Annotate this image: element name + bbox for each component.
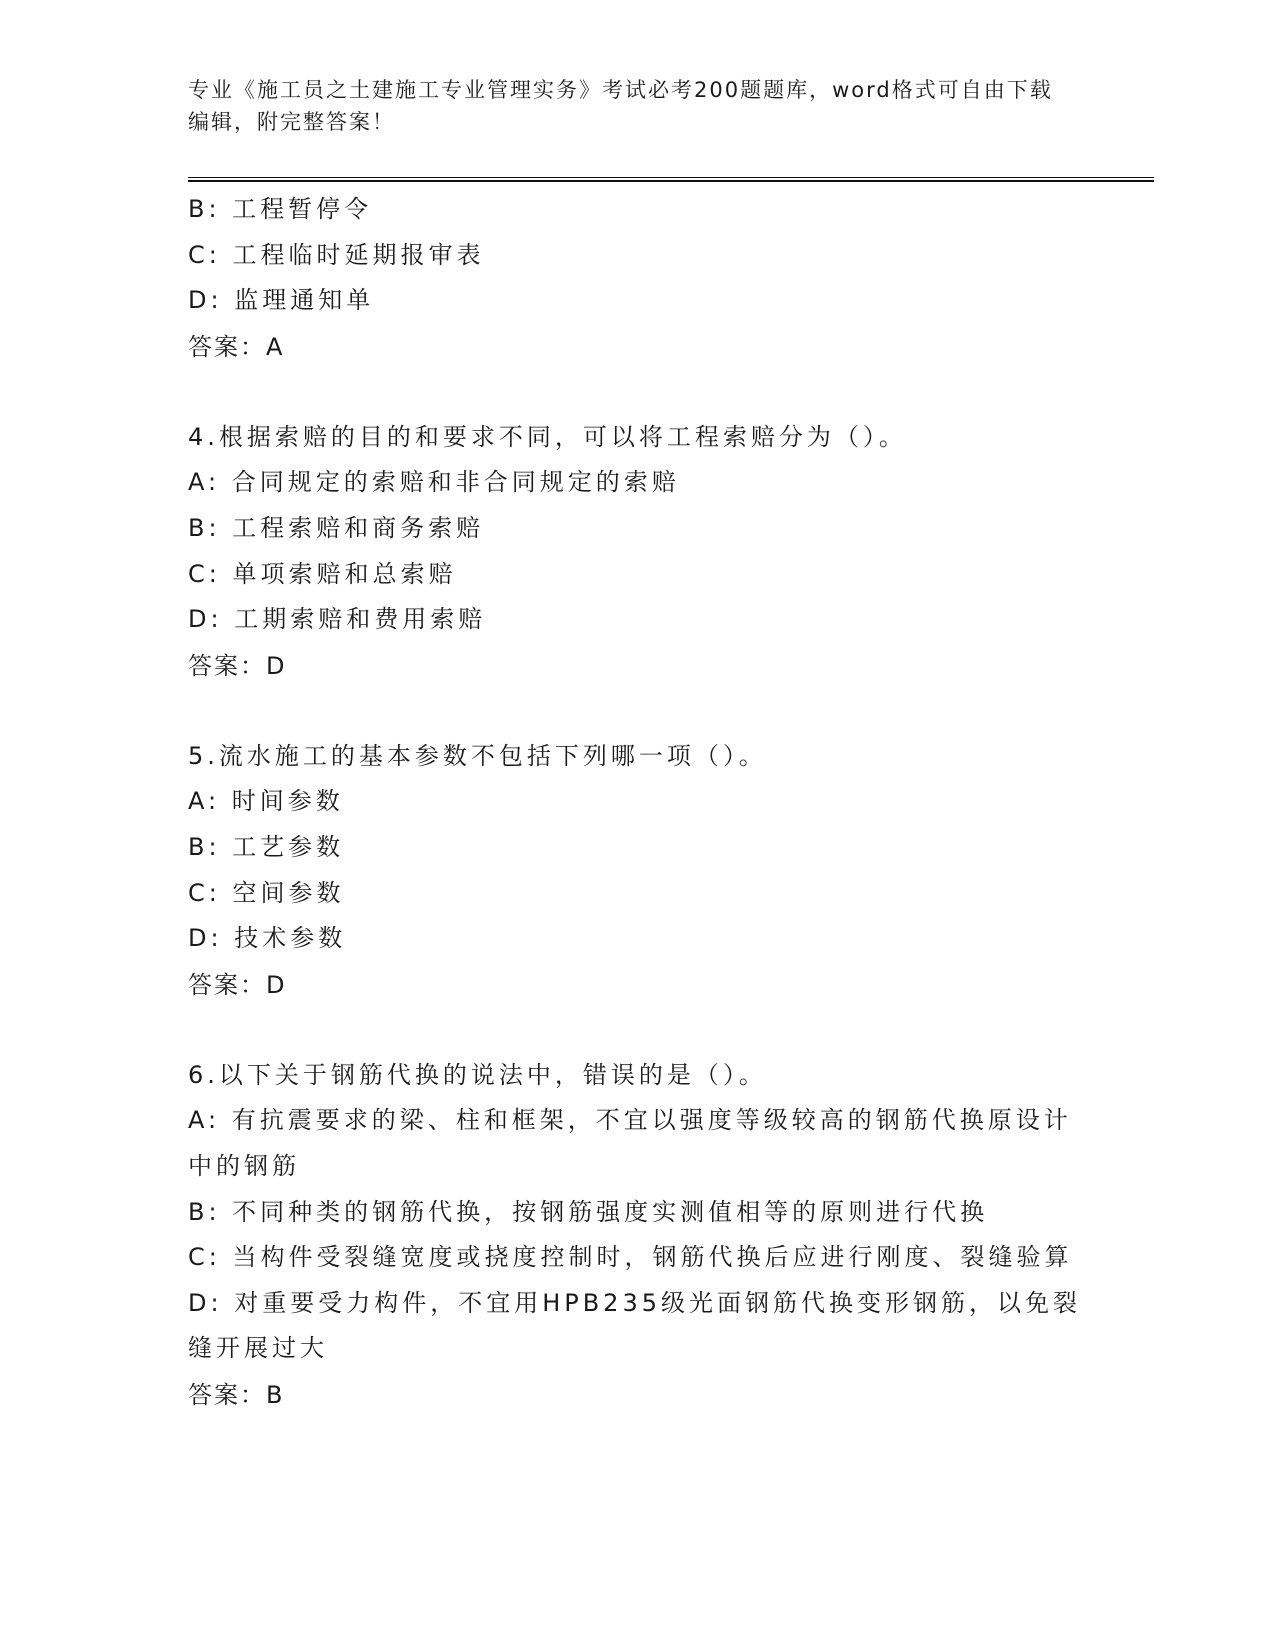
option-d: D: 监理通知单 xyxy=(188,286,375,315)
answer-line: 答案：D xyxy=(188,651,287,680)
question-block-6 xyxy=(188,1053,1088,1418)
option-c: C: 工程临时延期报审表 xyxy=(188,240,485,269)
document-header: 专业《施工员之土建施工专业管理实务》考试必考200题题库，word格式可自由下载编辑，附完整答案！ xyxy=(188,78,1053,134)
option-c: C: 当构件受裂缝宽度或挠度控制时，钢筋代换后应进行刚度、裂缝验算 xyxy=(188,1243,1073,1272)
option-c: C: 空间参数 xyxy=(188,878,345,907)
header-divider xyxy=(188,177,1154,182)
question-block-4 xyxy=(188,415,1088,689)
question-stem: 4.根据索赔的目的和要求不同，可以将工程索赔分为（）。 xyxy=(188,422,907,451)
option-b: B: 不同种类的钢筋代换，按钢筋强度实测值相等的原则进行代换 xyxy=(188,1197,989,1226)
option-b: B: 工艺参数 xyxy=(188,832,345,861)
option-a: A: 有抗震要求的梁、柱和框架，不宜以强度等级较高的钢筋代换原设计中的钢筋 xyxy=(188,1106,1072,1180)
question-stem: 5.流水施工的基本参数不包括下列哪一项（）。 xyxy=(188,741,767,770)
option-d: D: 工期索赔和费用索赔 xyxy=(188,605,487,634)
question-list xyxy=(188,187,1088,1418)
question-block-3 xyxy=(188,187,1088,370)
option-a: A: 时间参数 xyxy=(188,787,344,816)
option-c: C: 单项索赔和总索赔 xyxy=(188,559,457,588)
option-b: B: 工程索赔和商务索赔 xyxy=(188,513,485,542)
option-d: D: 对重要受力构件，不宜用HPB235级光面钢筋代换变形钢筋，以免裂缝开展过大 xyxy=(188,1288,1081,1363)
option-d: D: 技术参数 xyxy=(188,924,347,953)
answer-line: 答案：A xyxy=(188,332,285,361)
question-stem: 6.以下关于钢筋代换的说法中，错误的是（）。 xyxy=(188,1060,767,1089)
option-a: A: 合同规定的索赔和非合同规定的索赔 xyxy=(188,468,680,497)
answer-line: 答案：D xyxy=(188,970,287,999)
question-block-5 xyxy=(188,734,1088,1008)
answer-line: 答案：B xyxy=(188,1380,285,1409)
option-b: B: 工程暂停令 xyxy=(188,195,373,223)
